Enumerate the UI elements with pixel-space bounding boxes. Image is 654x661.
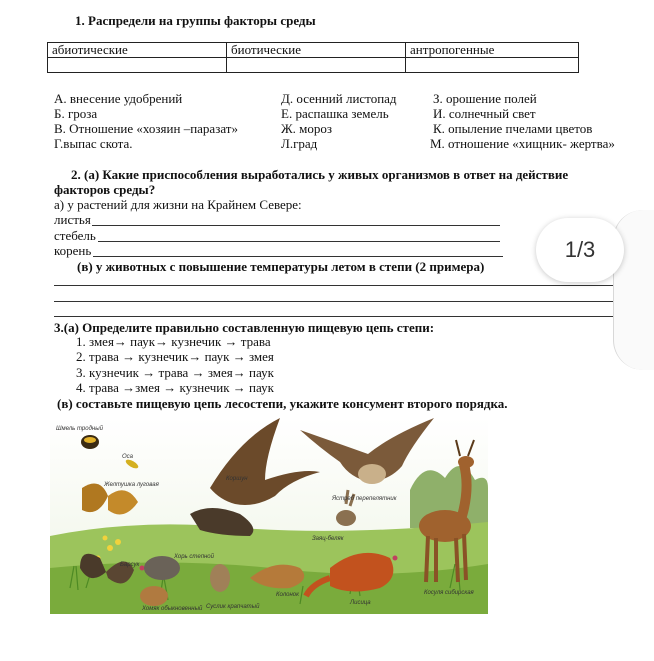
label-yellow-butterfly: Желтушка луговая <box>104 482 159 488</box>
factor-e: Е. распашка земель <box>281 106 389 121</box>
factor-k: К. опыление пчелами цветов <box>433 121 593 136</box>
label-hare: Заяц-беляк <box>312 536 344 542</box>
root-answer-line[interactable] <box>93 256 503 257</box>
root-label: корень <box>54 243 92 258</box>
answer-cell-abiotic[interactable] <box>48 58 227 73</box>
label-badger: Барсук <box>120 562 140 568</box>
leaves-answer-line[interactable] <box>92 225 500 226</box>
label-hamster: Хомяк обыкновенный <box>142 606 203 612</box>
header-anthropogenic: антропогенные <box>406 43 579 58</box>
label-ground-squirrel: Суслик крапчатый <box>206 604 260 610</box>
page-indicator <box>536 218 624 282</box>
leaves-label: листья <box>54 212 91 227</box>
chain-option-2: 2. трава → кузнечик→ паук → змея <box>76 349 274 364</box>
label-hawk: Ястреб перепелятник <box>332 496 397 502</box>
factor-z: З. орошение полей <box>433 91 537 106</box>
chain-option-1: 1. змея→ паук→ кузнечик → трава <box>76 334 271 349</box>
header-biotic: биотические <box>227 43 406 58</box>
task3-title: 3.(а) Определите правильно составленную пищевую цепь степи: <box>54 320 435 335</box>
animals-answer-line-1[interactable] <box>54 285 630 286</box>
task2-title-line2: факторов среды? <box>54 182 156 197</box>
task2-sub-b: (в) у животных с повышение температуры летом в степи (2 примера) <box>77 259 485 274</box>
animals-answer-line-3[interactable] <box>54 316 630 317</box>
stem-label: стебель <box>54 228 96 243</box>
chain-option-4: 4. трава →змея → кузнечик → паук <box>76 380 274 395</box>
animals-answer-line-2[interactable] <box>54 301 630 302</box>
header-abiotic: абиотические <box>48 43 227 58</box>
task3-sub-b: (в) составьте пищевую цепь лесостепи, укажите консумент второго порядка. <box>57 396 508 411</box>
label-roe-deer: Косуля сибирская <box>424 590 474 596</box>
factor-v: В. Отношение «хозяин –паразат» <box>54 121 238 136</box>
label-wasp: Оса <box>122 454 134 460</box>
label-kolonok: Колонок <box>276 592 299 598</box>
task1-title: 1. Распредели на группы факторы среды <box>75 13 316 28</box>
table-header-row <box>48 43 579 58</box>
factor-a: А. внесение удобрений <box>54 91 183 106</box>
stem-answer-line[interactable] <box>98 241 500 242</box>
task2-sub-a: а) у растений для жизни на Крайнем Севере: <box>54 197 302 212</box>
task2-title-line1: 2. (а) Какие приспособления выработались у живых организмов в ответ на действие <box>71 167 569 182</box>
factor-l: Л.град <box>281 136 318 151</box>
answer-cell-biotic[interactable] <box>227 58 406 73</box>
chain-option-3: 3. кузнечик → трава → змея→ паук <box>76 365 274 380</box>
label-polecat: Хорь степной <box>174 554 214 560</box>
factor-m: М. отношение «хищник- жертва» <box>430 136 615 151</box>
label-fox: Лисица <box>350 600 371 606</box>
factor-zh: Ж. мороз <box>281 121 333 136</box>
label-bumblebee: Шмель тродный <box>56 426 103 432</box>
forest-steppe-scene <box>50 418 488 614</box>
groups-table <box>47 42 579 73</box>
factor-d: Д. осенний листопад <box>281 91 397 106</box>
table-answer-row <box>48 58 579 73</box>
forest-steppe-illustration <box>50 418 488 614</box>
factor-g: Г.выпас скота. <box>54 136 133 151</box>
answer-cell-anthropogenic[interactable] <box>406 58 579 73</box>
factor-b: Б. гроза <box>54 106 98 121</box>
label-kite: Коршун <box>226 476 248 482</box>
factor-i: И. солнечный свет <box>433 106 536 121</box>
page-indicator-label: 1/3 <box>564 237 596 262</box>
